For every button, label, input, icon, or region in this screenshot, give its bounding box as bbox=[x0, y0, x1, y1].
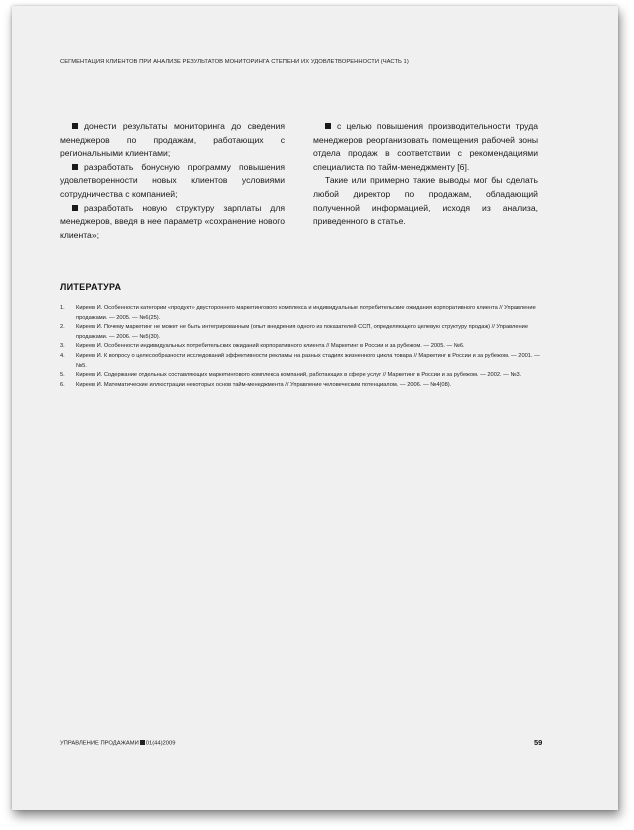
body-paragraph: Такие или примерно такие выводы мог бы сделать любой директор по продажам, обладающий полученной информацией, исходя из анализа, приведенного в статье. bbox=[313, 175, 538, 227]
list-item-text: с целью повышения производительности труда менеджеров реорганизовать помещения рабочей зоны отдела продаж в соответствии с рекомендациями специалиста по тайм-менеджменту [6]. bbox=[313, 121, 538, 172]
list-item bbox=[313, 120, 538, 174]
square-bullet-icon bbox=[72, 205, 78, 211]
reference-number: 4. bbox=[60, 352, 65, 359]
square-separator-icon bbox=[140, 740, 145, 745]
reference-number: 5. bbox=[60, 372, 65, 379]
document-page bbox=[12, 6, 618, 810]
reference-number: 2. bbox=[60, 324, 65, 331]
journal-title: УПРАВЛЕНИЕ ПРОДАЖАМИ bbox=[60, 740, 139, 747]
list-item-text: донести результаты мониторинга до сведения менеджеров по продажам, работающих с региональными клиентами; bbox=[60, 121, 285, 159]
list-item bbox=[60, 161, 285, 202]
reference-text: Киреев И. К вопросу о целесообразности исследований эффективности рекламы на разных стадиях жизненного цикла товара // Маркетинг в России и за рубежом. — 2001. — №5. bbox=[76, 352, 540, 369]
list-item-text: разработать новую структуру зарплаты для менеджеров, введя в нее параметр «сохранение нового клиента»; bbox=[60, 202, 285, 240]
square-bullet-icon bbox=[325, 123, 331, 129]
page-number: 59 bbox=[534, 738, 543, 747]
left-column bbox=[60, 120, 285, 242]
reference-item bbox=[60, 342, 550, 352]
reference-item bbox=[60, 352, 550, 371]
reference-text: Киреев И. Математические иллюстрации некоторых основ тайм-менеджмента // Управление человеческим потенциалом. — 2006. — №4(08). bbox=[76, 381, 452, 388]
reference-number: 3. bbox=[60, 343, 65, 350]
reference-text: Киреев И. Особенности категории «продукт» двустороннего маркетингового комплекса и индивидуальные потребительские ожидания корпоративного клиента // Управление продажами. — 2005. — №6(25). bbox=[76, 305, 536, 321]
list-item bbox=[60, 120, 285, 161]
issue-number: 01(44)2009 bbox=[145, 740, 176, 747]
reference-item bbox=[60, 304, 550, 323]
reference-item bbox=[60, 323, 550, 342]
reference-number: 1. bbox=[60, 305, 65, 311]
literature-heading: ЛИТЕРАТУРА bbox=[60, 282, 122, 292]
running-head: СЕГМЕНТАЦИЯ КЛИЕНТОВ ПРИ АНАЛИЗЕ РЕЗУЛЬТАТОВ МОНИТОРИНГА СТЕПЕНИ ИХ УДОВЛЕТВОРЕННОСТИ (ЧАСТЬ 1) bbox=[60, 59, 409, 65]
reference-number: 6. bbox=[60, 381, 65, 388]
reference-item bbox=[60, 381, 550, 391]
reference-text: Киреев И. Особенности индивидуальных потребительских ожиданий корпоративного клиента // Маркетинг в России и за рубежом. — 2005. — №6. bbox=[76, 343, 465, 350]
reference-text: Киреев И. Содержание отдельных составляющих маркетингового комплекса компаний, работающих в сфере услуг // Маркетинг в России и за рубежом. — 2002. — №3. bbox=[76, 372, 522, 379]
right-column bbox=[313, 120, 538, 229]
square-bullet-icon bbox=[72, 123, 78, 129]
reference-list bbox=[60, 304, 550, 390]
list-item-text: разработать бонусную программу повышения удовлетворенности новых клиентов условиями сотрудничества с компанией; bbox=[60, 161, 285, 199]
list-item bbox=[60, 202, 285, 243]
reference-item bbox=[60, 371, 550, 381]
square-bullet-icon bbox=[72, 164, 78, 170]
reference-text: Киреев И. Почему маркетинг не может не быть интегрированным (опыт внедрения одного из показателей ССП, определяющего целевую структуру продаж) // Управление продажами. — 2006. — №5(30). bbox=[76, 324, 528, 340]
page-footer bbox=[60, 740, 175, 747]
